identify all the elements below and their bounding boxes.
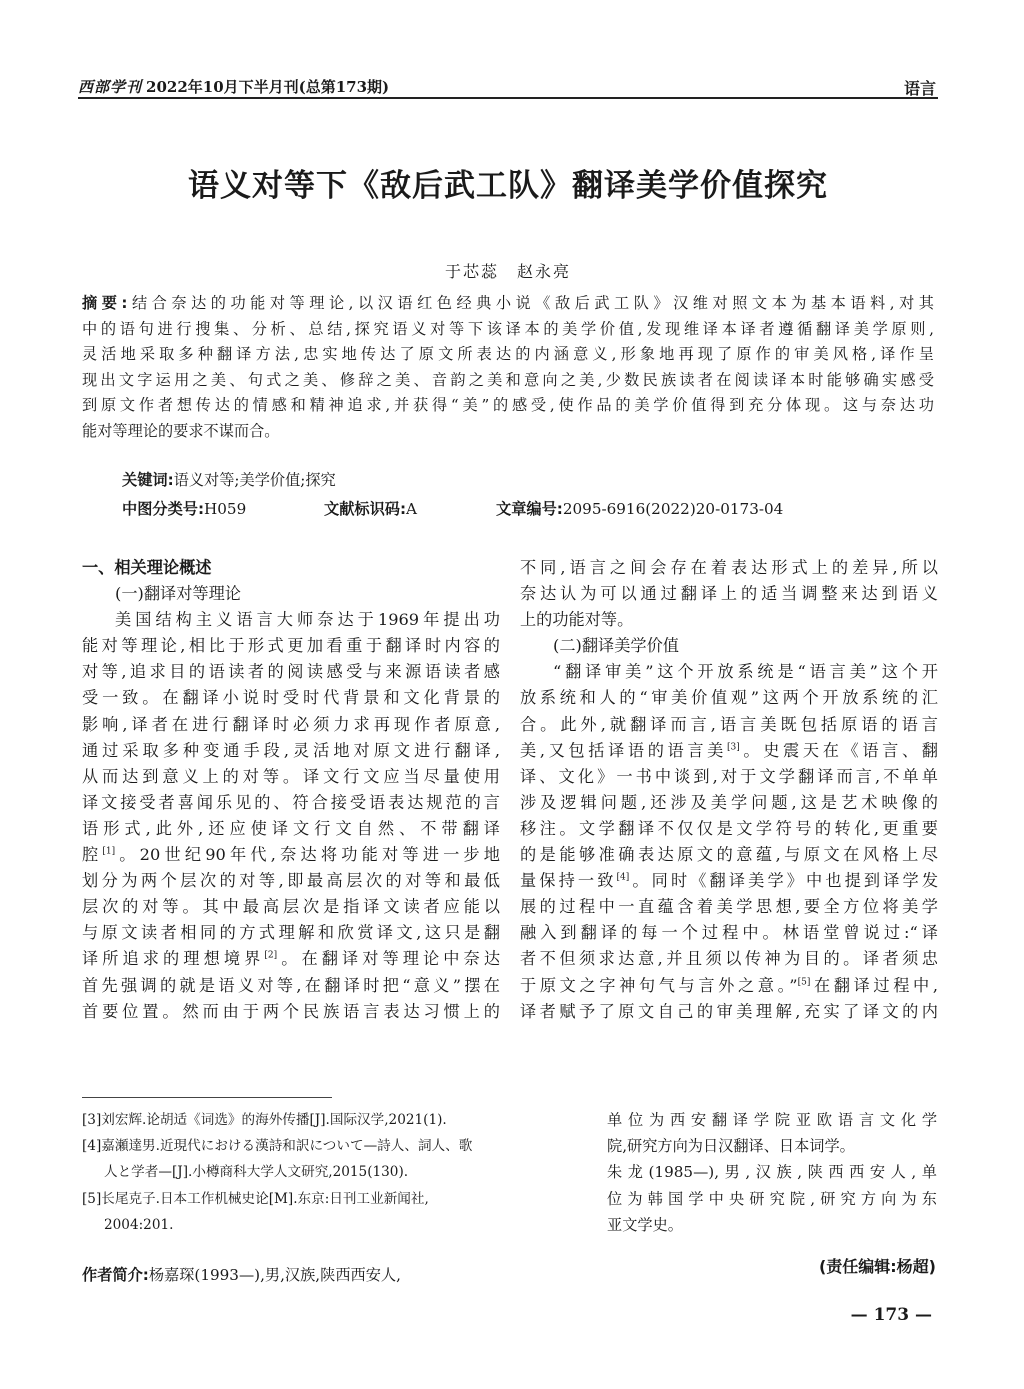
keywords: [122, 469, 336, 490]
body-line: 受一致。在翻译小说时受时代背景和文化背景的: [82, 688, 500, 708]
body-text: 量保持一致: [520, 871, 617, 891]
body-line: 译文接受者喜闻乐见的、符合接受语表达规范的言: [82, 792, 500, 812]
body-line: 涉及逻辑问题,还涉及美学问题,这是艺术映像的: [520, 792, 938, 812]
body-text: 译所追求的理想境界: [82, 949, 265, 969]
article-number: [496, 498, 783, 519]
responsible-editor: (责任编辑:杨超): [818, 1257, 936, 1276]
body-line: 首要位置。然而由于两个民族语言表达习惯上的: [82, 1001, 500, 1021]
document-code: [324, 498, 417, 519]
body-line: 能对等理论,相比于形式更加看重于翻译时内容的: [82, 636, 500, 656]
author-bio: [82, 1264, 401, 1285]
section-name: 语言: [903, 79, 936, 98]
body-line: 融入到翻译的每一个过程中。林语堂曾说过:“译: [520, 923, 938, 943]
body-text: 美,又包括译语的语言美: [520, 740, 728, 760]
clc-value: H059: [204, 500, 247, 518]
doc-value: A: [406, 500, 417, 518]
article-title: 语义对等下《敌后武工队》翻译美学价值探究: [188, 168, 828, 204]
body-line: 译、文化》一书中谈到,对于文学翻译而言,不单单: [520, 766, 938, 786]
author-bio-label: 作者简介:: [82, 1266, 149, 1284]
citation-3: [3]: [727, 742, 740, 753]
body-line: 与原文读者相同的方式理解和欣赏译文,这只是翻: [82, 923, 500, 943]
clc-label: 中图分类号:: [122, 500, 205, 518]
issue-info: 2022年10月下半月刊(总第173期): [146, 78, 390, 96]
doc-label: 文献标识码:: [324, 500, 407, 518]
body-text: 。在翻译对等理论中奈达: [277, 949, 501, 969]
body-text: 。同时《翻译美学》中也提到译学发: [629, 871, 939, 891]
section-heading: 一、相关理论概述: [82, 558, 212, 577]
body-line: 对等,追求目的语读者的阅读感受与来源语读者感: [82, 662, 500, 682]
abstract-line: 现出文字运用之美、句式之美、修辞之美、音韵之美和意向之美,少数民族读者在阅读译本时能够确实感受: [82, 370, 934, 389]
body-right-column: [520, 555, 938, 1025]
body-text: 腔: [82, 845, 103, 865]
abstract: [82, 291, 934, 445]
body-left-column: [82, 555, 500, 1025]
body-line: “翻译审美”这个开放系统是“语言美”这个开: [553, 662, 938, 682]
running-header-left: [78, 76, 389, 97]
body-line: 美国结构主义语言大师奈达于1969年提出功: [115, 610, 500, 630]
abstract-line: 到原文作者想传达的情感和精神追求,并获得“美”的感受,使作品的美学价值得到充分体现。这与奈达功: [82, 396, 934, 415]
author-bio-continued: [607, 1107, 937, 1238]
body-line: [520, 738, 938, 764]
clc-number: [122, 498, 246, 519]
body-line: 奈达认为可以通过翻译上的适当调整来达到语义: [520, 584, 938, 604]
author-bio-line: 单位为西安翻译学院亚欧语言文化学: [607, 1111, 937, 1129]
body-line: 合。此外,就翻译而言,语言美既包括原语的语言: [520, 714, 938, 734]
reference-item: [3]刘宏辉.论胡适《词选》的海外传播[J].国际汉学,2021(1).: [82, 1112, 447, 1128]
body-line: 首先强调的就是语义对等,在翻译时把“意义”摆在: [82, 975, 500, 995]
art-label: 文章编号:: [496, 500, 563, 518]
keywords-value: 语义对等;美学价值;探究: [173, 471, 336, 489]
author-bio-line: 院,研究方向为日汉翻译、日本词学。: [607, 1137, 855, 1156]
keywords-label: 关键词:: [122, 471, 174, 489]
author-bio-line: 朱龙(1985—),男,汉族,陕西西安人,单: [607, 1163, 937, 1182]
page-number: — 173 —: [850, 1305, 932, 1325]
citation-4: [4]: [616, 872, 630, 883]
body-line: 语形式,此外,还应使译文行文自然、不带翻译: [82, 818, 500, 838]
body-line: 译者赋予了原文自己的审美理解,充实了译文的内: [520, 1001, 938, 1021]
body-line: 移注。文学翻译不仅仅是文学符号的转化,更重要: [520, 818, 938, 838]
reference-item: [5]长尾克子.日本工作机械史论[M].东京:日刊工业新闻社,: [82, 1190, 429, 1207]
body-line: [520, 868, 938, 894]
header-rule: [78, 97, 938, 99]
reference-list: [82, 1107, 502, 1238]
body-line: 上的功能对等。: [520, 610, 634, 630]
body-line: 从而达到意义上的对等。译文行文应当尽量使用: [82, 766, 500, 786]
body-line: 的是能够准确表达原文的意蕴,与原文在风格上尽: [520, 845, 938, 865]
abstract-line: 中的语句进行搜集、分析、总结,探究语义对等下该译本的美学价值,发现维译本译者遵循翻译美学原则,: [82, 319, 934, 338]
body-line: [82, 946, 500, 972]
abstract-label: 摘要:: [82, 294, 128, 312]
body-text: 于原文之字神句气与言外之意。”: [520, 975, 798, 995]
body-line: 划分为两个层次的对等,即最高层次的对等和最低: [82, 871, 500, 891]
abstract-line: 灵活地采取多种翻译方法,忠实地传达了原文所表达的内涵意义,形象地再现了原作的审美风格,译作呈: [82, 345, 934, 364]
art-value: 2095-6916(2022)20-0173-04: [562, 500, 784, 518]
footnote-rule: [82, 1097, 332, 1098]
body-line: [82, 842, 500, 868]
body-line: 者不但须求达意,并且须以传神为目的。译者须忠: [520, 949, 938, 969]
abstract-line: 结合奈达的功能对等理论,以汉语红色经典小说《敌后武工队》汉维对照文本为基本语料,对其: [127, 294, 934, 312]
body-line: 展的过程中一直蕴含着美学思想,要全方位将美学: [520, 897, 938, 917]
author-names: 于芯蕊 赵永亮: [444, 262, 571, 281]
citation-2: [2]: [264, 951, 278, 962]
reference-item: 人と学者—[J].小樽商科大学人文研究,2015(130).: [104, 1164, 409, 1181]
reference-item: [4]嘉瀬達男.近現代における漢詩和訳について—詩人、詞人、歌: [82, 1138, 473, 1155]
body-text: 在翻译过程中,: [810, 975, 938, 995]
body-line: 不同,语言之间会存在着表达形式上的差异,所以: [520, 558, 938, 577]
author-bio-text: 杨嘉琛(1993—),男,汉族,陕西西安人,: [148, 1266, 401, 1284]
author-bio-line: 位为韩国学中央研究院,研究方向为东: [607, 1189, 937, 1208]
body-text: 。20世纪90年代,奈达将功能对等进一步地: [115, 845, 500, 865]
reference-item: 2004:201.: [104, 1216, 174, 1233]
body-line: 通过采取多种变通手段,灵活地对原文进行翻译,: [82, 740, 500, 760]
citation-5: [5]: [797, 977, 811, 988]
body-line: 层次的对等。其中最高层次是指译文读者应能以: [82, 897, 500, 917]
body-line: 影响,译者在进行翻译时必须力求再现作者原意,: [82, 714, 500, 734]
author-bio-line: 亚文学史。: [607, 1215, 683, 1234]
body-line: [520, 973, 938, 999]
body-line: 放系统和人的“审美价值观”这两个开放系统的汇: [520, 688, 938, 708]
body-text: 。史震天在《语言、翻: [739, 740, 938, 760]
citation-1: [1]: [102, 846, 116, 857]
journal-name: 西部学刊: [78, 78, 143, 96]
subsection-heading: (二)翻译美学价值: [553, 636, 679, 656]
subsection-heading: (一)翻译对等理论: [115, 584, 241, 604]
abstract-line: 能对等理论的要求不谋而合。: [82, 421, 280, 440]
